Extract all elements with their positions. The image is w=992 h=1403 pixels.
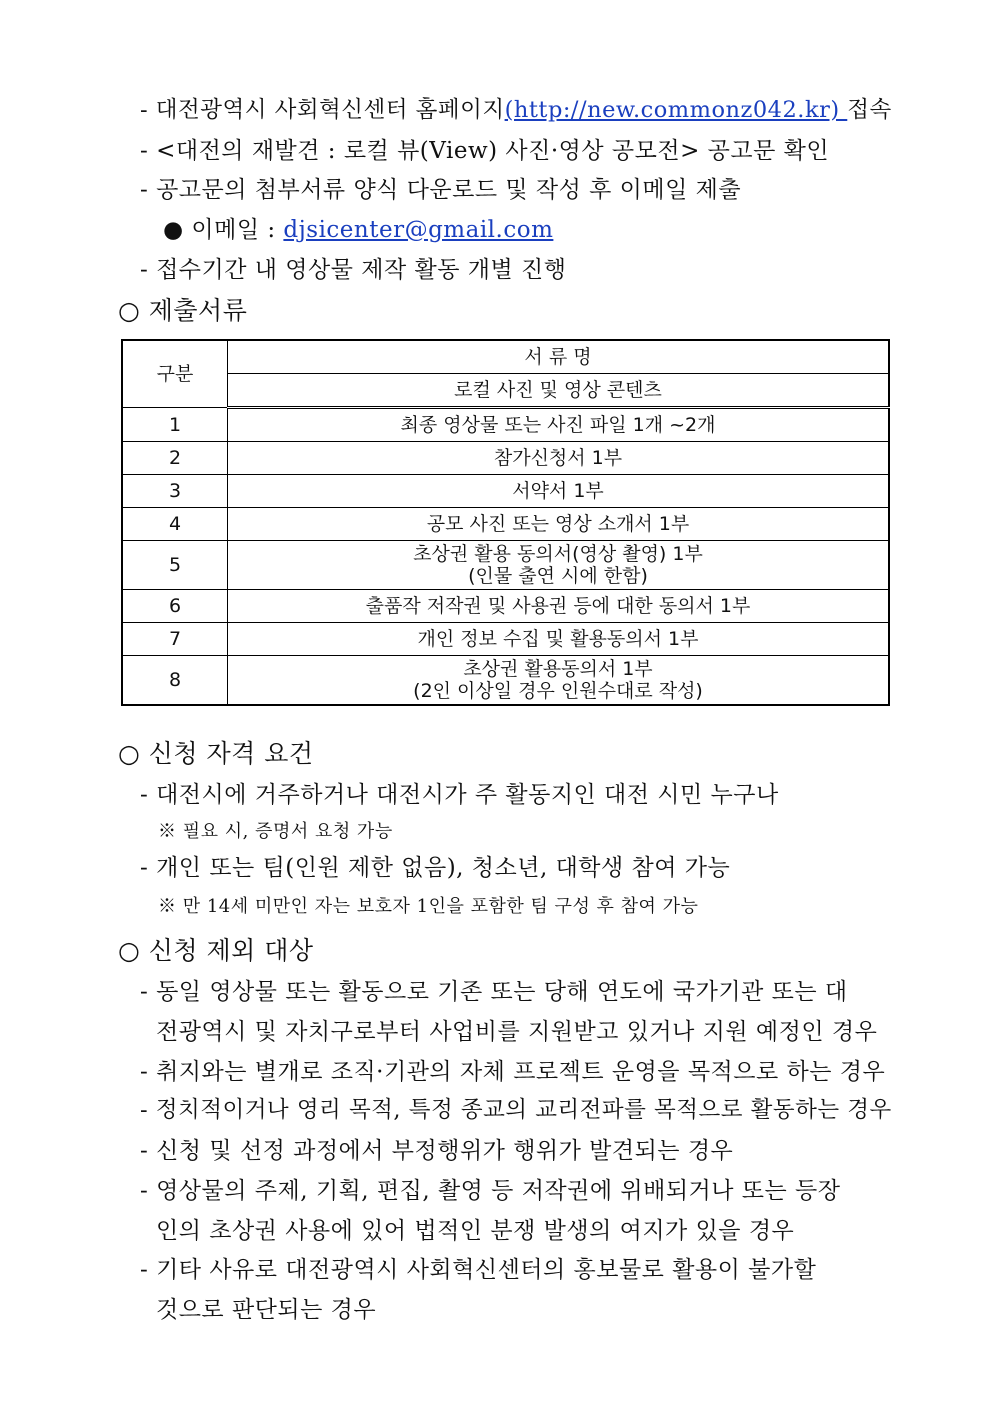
row-num: 5 [122,541,228,590]
table-row [122,508,889,541]
intro-line-email [163,211,553,244]
row-num: 1 [122,408,228,442]
exclusion-item: - 취지와는 별개로 조직·기관의 자체 프로젝트 운영을 목적으로 하는 경우 [140,1059,886,1085]
table-row [122,541,889,590]
eligibility-heading: ○ 신청 자격 요건 [118,739,314,768]
exclusion-heading: ○ 신청 제외 대상 [118,936,314,965]
eligibility-item: - 개인 또는 팀(인원 제한 없음), 청소년, 대학생 참여 가능 [140,855,731,881]
eligibility-note: ※ 필요 시, 증명서 요청 가능 [158,821,393,842]
docs-table [121,339,890,706]
email-label: ● 이메일 : [163,217,284,243]
exclusion-item: - 정치적이거나 영리 목적, 특정 종교의 교리전파를 목적으로 활동하는 경우 [140,1097,892,1123]
docs-heading: ○ 제출서류 [118,296,248,325]
exclusion-item: - 동일 영상물 또는 활동으로 기존 또는 당해 연도에 국가기관 또는 대 [140,979,848,1005]
exclusion-item: - 영상물의 주제, 기획, 편집, 촬영 등 저작권에 위배되거나 또는 등장 [140,1178,841,1204]
row-doc: 최종 영상물 또는 사진 파일 1개 ~2개 [228,408,890,442]
intro-text: - 대전광역시 사회혁신센터 홈페이지 [140,97,505,123]
eligibility-item: - 대전시에 거주하거나 대전시가 주 활동지인 대전 시민 누구나 [140,782,779,808]
homepage-link[interactable]: (http://new.commonz042.kr) [504,97,848,123]
exclusion-item: - 신청 및 선정 과정에서 부정행위가 행위가 발견되는 경우 [140,1138,734,1164]
table-row [122,408,889,442]
exclusion-item-cont: 전광역시 및 자치구로부터 사업비를 지원받고 있거나 지원 예정인 경우 [156,1019,878,1045]
exclusion-item-cont: 것으로 판단되는 경우 [156,1297,377,1323]
row-doc: 참가신청서 1부 [228,442,890,475]
row-num: 7 [122,623,228,656]
intro-line-notice: - <대전의 재발견 : 로컬 뷰(View) 사진·영상 공모전> 공고문 확인 [140,138,830,164]
table-row [122,656,889,706]
email-link[interactable]: djsicenter@gmail.com [283,217,554,243]
col-num-header: 구분 [122,340,228,408]
row-num: 4 [122,508,228,541]
intro-line-download: - 공고문의 첨부서류 양식 다운로드 및 작성 후 이메일 제출 [140,177,742,203]
table-row [122,623,889,656]
row-num: 8 [122,656,228,706]
row-doc: 공모 사진 또는 영상 소개서 1부 [228,508,890,541]
table-row [122,442,889,475]
row-doc-line1: 초상권 활용 동의서(영상 촬영) 1부 [413,543,703,565]
eligibility-note: ※ 만 14세 미만인 자는 보호자 1인을 포함한 팀 구성 후 참여 가능 [158,896,699,917]
row-doc: 출품작 저작권 및 사용권 등에 대한 동의서 1부 [228,590,890,623]
table-row [122,475,889,508]
col-name-subheader: 로컬 사진 및 영상 콘텐츠 [228,374,890,408]
col-name-header: 서 류 명 [228,340,890,374]
row-doc [228,656,890,706]
intro-text-suffix: 접속 [847,97,892,123]
row-num: 3 [122,475,228,508]
row-doc-line1: 초상권 활용동의서 1부 [463,658,653,680]
exclusion-item: - 기타 사유로 대전광역시 사회혁신센터의 홍보물로 활용이 불가할 [140,1257,817,1283]
row-doc [228,541,890,590]
intro-line-production: - 접수기간 내 영상물 제작 활동 개별 진행 [140,257,567,283]
table-row [122,590,889,623]
row-doc-line2: (인물 출연 시에 한함) [468,565,648,587]
row-doc-line2: (2인 이상일 경우 인원수대로 작성) [413,680,703,702]
row-doc: 개인 정보 수집 및 활용동의서 1부 [228,623,890,656]
row-doc: 서약서 1부 [228,475,890,508]
row-num: 6 [122,590,228,623]
exclusion-item-cont: 인의 초상권 사용에 있어 법적인 분쟁 발생의 여지가 있을 경우 [156,1218,795,1244]
intro-line-homepage [140,92,892,124]
row-num: 2 [122,442,228,475]
